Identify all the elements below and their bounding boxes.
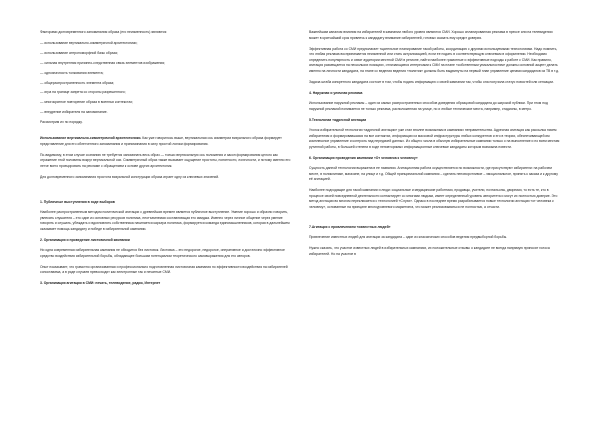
- paragraph: Привлечение известных людей для агитации за кандидата – один из классических способов ведения предвыборной борьбы.: [309, 235, 508, 239]
- section-heading-targeted: 5.Технологии «адресной агитации: [309, 117, 367, 122]
- order-note: Рассмотрим их по порядку.: [40, 120, 83, 125]
- list-item: — внедрение избирателя на запоминание.: [40, 110, 108, 115]
- section-heading-media: 3. Организация агитации в СМИ: печать, телевидение, радио, Интернет: [40, 281, 161, 286]
- paragraph: Нужно сказать, что участие известных людей в избирательных кампаниях, их положительные отзывы о кандидате не всегда напрямую приносят голоса избирателей. Но на участие в: [309, 246, 550, 256]
- paragraph: Задача штаба конкретного кандидата состоит в том, чтобы подать информацию о своей кампании так, чтобы она получила статус новостей или сенсации.: [309, 79, 554, 84]
- paragraph: Для долговременного запоминания простота визуальной конструкции образа играет одну из ключевых значений.: [40, 174, 220, 179]
- paragraph: Эффективная работа со СМИ предполагает тщательное планирование такой работы, координацию с другими используемыми технологиями. Надо помнить, что любая реклама воспринимается неизменной или стать актуализацией, если ее подать в соответствующую ключевым в оформлении. Необходимо определить популярность и охват аудитории местной СМИ в регионе, найти наиболее грамотные и эффективные подходы к работе с СМИ. Как правило, агитация размещается на нескольких позициях, отличающиеся интересами к СМИ на плане «собственным уникальностям» должны основной акцент делать именно на личности кандидата, на этапе сс ведения ведения «политик» должны быть выдвинуты на первый план управление ценами кандидатов из ТВ в т.д.: [309, 46, 560, 73]
- section-heading-speeches: 1. Публичные выступления в ходе выборов: [40, 199, 115, 204]
- list-item: — использование антропоморфной базы образа;: [40, 50, 118, 55]
- paragraph: По-видимому, в этом случае сознанию не требуется запоминать весь образ — только вертикальную ось положения и закон формирования целого как отражение этой половины вокруг вертикальной оси. Симметричный образ также вызывает ощущение простоты, понятности, логичности, и потому именно его легче всего проецировать на рекламе с обращением к основе других архитектоник.: [40, 152, 291, 168]
- section-heading-outdoor: 4. Наружная и уличная реклама: [309, 90, 363, 95]
- list-item: — однозначность толкования элемента;: [40, 70, 104, 75]
- paragraph: Наиболее подходящие для такой кампании и люди: социальные и медицинские работники, продавцы, учители, почтальоны, дворники, то есть те, кто в процессе своей повседневной деятельности контактирует со многими людьми, имеет определенный уровень авторитета и могут их полностью доверие. Это метод агитации во многом перекликается с технологией «Слухи». Однако в последнее время разрабатывается новые технологии агитации «от человека к человеку», основанные на принципе многоуровневого маркетинга, что может реализовываться не полностью, а отчасти.: [309, 188, 558, 209]
- paragraph: Наиболее распространенным методом политической агитации с древнейших времен является публичное выступление. Умение хорошо и образно говорить, увлекать слушателя – это один из основных ресурсов политика, неотъемлемая составляющая его имиджа. Именно через личное общение через умение говорить и слушать, убеждать и вдохновлять собственника начинается карьера политика, формируется команда единомышленников, которая в дальнейшем оказывает помощь кандидату и победе в избирательной кампании.: [40, 210, 290, 231]
- paragraph: Сущность данной технологии выражена в ее названии. Агитационная работа осуществляется по возможности, где присутствуют избиратели: на рабочем месте, в поликлинике, магазине, на улице и т.д. Общей принципиальной кампания – сделать неповоротливое – эмоциональное, принять к заказа и к другому её агитацией.: [309, 166, 558, 181]
- list-item: — многократное повторение образа в военных контекстах;: [40, 100, 133, 105]
- paragraph: Уголок избирательной технологии «адресной агитации» уже стал вполне возможным в кампаниях неправительства. Адресная агитация как рассылка писем избирателям и формировавшаяся на все контактах, информации из массовой инфраструктуры любых конкурентов и его в теории, обеспечивающей им комплексное управление и контроль над передачей данных. Из общего числа в обычную избирательные кампании только о на выполнение и по всем местам рутинной работы, в большей степени в ходе неповторимых информационные ключевые кандидаты которым возможна повести.: [309, 128, 560, 149]
- symmetry-heading: Использование вертикально-симметричной архитектоники.: [40, 136, 142, 141]
- symmetry-paragraph: [40, 136, 291, 147]
- paragraph: Важнейшим каналом влияния на избирателей в кампании любого уровня являются СМИ. Хорошо спланированная реклама в прессе или на телевидении может в кратчайший срок привлечь к кандидату внимание избирателей, готовых сказать ему кредит доверия.: [309, 30, 553, 40]
- symmetry-text: Как уже говорилось выше, вертикальная ось симметрии визуального образа формирует представление для его облегченного запоминания и припоминания в силу простой логики формирования.: [40, 136, 282, 146]
- left-column: [40, 30, 291, 424]
- paragraph: Опыт показывает, что грамотно организованная и профессионально подготовленная листовочная кампания по эффективности воздействия на избирателей сопоставима, а в ряде случаев превосходит как электронные так и печатные СМИ.: [40, 264, 288, 275]
- factors-list: [40, 41, 291, 116]
- right-column: [309, 30, 560, 424]
- paragraph: Использование наружной рекламы – один из самых распространенных способов доведения образцовой кандидата до широкой публики. При этом под наружной рекламой понимается не только реклама, расположенная на улице, но и любые технические места, например, стадионы, в метро.: [309, 101, 548, 111]
- list-item: — использование вертикально-симметричной архитектоники;: [40, 41, 138, 45]
- section-heading-leaflets: 2. Организация и проведение листовочной кампании: [40, 237, 130, 242]
- section-heading-celebrities: 7.Агитация с привлечением «известных людей»: [309, 224, 391, 229]
- paragraph: Ни одна современная избирательная кампания не обходится без листовок. Листовка – это недорогое, недорогое, оперативное и достаточно эффективное средство воздействия избирательной борьбы, обладающее большим потенциалом теоретического самовыражения для его авторов.: [40, 248, 285, 258]
- list-item: — сильная внутренняя причинно-следственная связь элементов изображения;: [40, 60, 166, 65]
- list-item: — игра на границе запрета со стороны разрешенного;: [40, 90, 126, 95]
- factors-intro: Факторами долговременного запоминания образа (его неизменность) являются:: [40, 30, 168, 34]
- section-heading-person-to-person: 6. Организация проведения кампании «От человека к человеку»: [309, 155, 418, 160]
- list-item: — общераспространенность элемента образа;: [40, 80, 115, 85]
